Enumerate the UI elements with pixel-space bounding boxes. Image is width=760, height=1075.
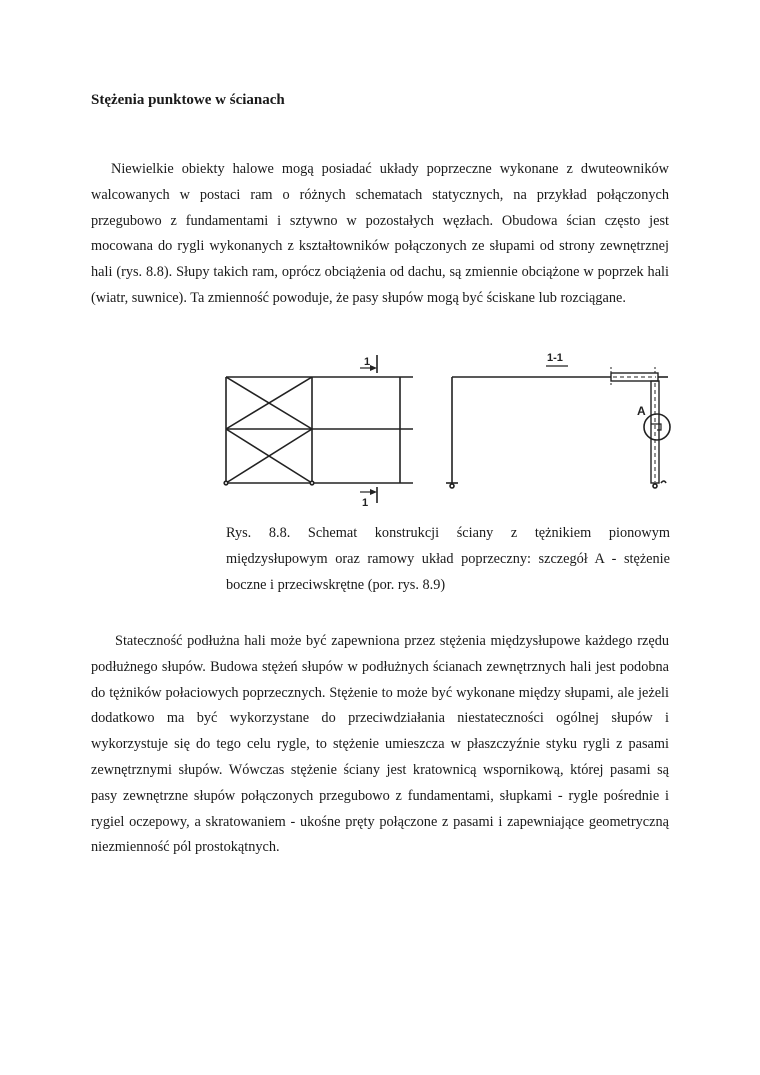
detail-label: A	[637, 404, 646, 418]
section-mark-bottom: 1	[362, 497, 369, 509]
figure-caption: Rys. 8.8. Schemat konstrukcji ściany z tężnikiem pionowym międzysłupowym oraz ramowy układ poprzeczny: szczegół A - stężenie boczne i przeciwskrętne (por. rys. 8.9)	[226, 525, 670, 593]
section-arrow-icon	[370, 365, 377, 371]
paragraph-stability: Stateczność podłużna hali może być zapewniona przez stężenia międzysłupowe każdego rzędu podłużnego słupów. Budowa stężeń słupów w podłużnych ścianach zewnętrznych hali jest podobna do tężników połaciowych poprzecznych. Stężenie to może być wykonane między słupami, ale jeżeli dodatkowo ma być wykorzystane do przeciwdziałania niestateczności ogólnej słupów i wykorzystuje się do tego celu rygle, to stężenie umieszcza w płaszczyźnie styku rygli z pasami zewnętrznymi słupów. Wówczas stężenie ściany jest kratownicą wspornikową, której pasami są pasy zewnętrzne słupów połączonych przegubowo z fundamentami, słupkami - rygle pośrednie i rygiel oczepowy, a skratowaniem - ukośne pręty połączone z pasami i zapewniające geometryczną niezmienność pól prostokątnych.	[91, 633, 669, 856]
wall-elevation-diagram	[224, 355, 413, 503]
wall-bracing-diagram	[215, 345, 685, 510]
paragraph-intro: Niewielkie obiekty halowe mogą posiadać układy poprzeczne wykonane z dwuteowników walcowanych w postaci ram o różnych schematach statycznych, na przykład połączonych przegubowo z fundamentami i sztywno w pozostałych węzłach. Obudowa ścian często jest mocowana do rygli wykonanych z kształtowników połączonych ze słupami od strony zewnętrznej hali (rys. 8.8). Słupy takich ram, oprócz obciążenia od dachu, są zmiennie obciążone w poprzek hali (wiatr, suwnice). Ta zmienność powoduje, że pasy słupów mogą być ściskane lub rozciągane.	[91, 161, 669, 306]
portal-frame-diagram	[446, 367, 670, 488]
section-title: 1-1	[547, 352, 563, 364]
section-arrow-icon	[370, 489, 377, 495]
section-mark-top: 1	[364, 356, 371, 368]
section-heading: Stężenia punktowe w ścianach	[91, 92, 285, 108]
figure-8-8	[215, 345, 685, 510]
